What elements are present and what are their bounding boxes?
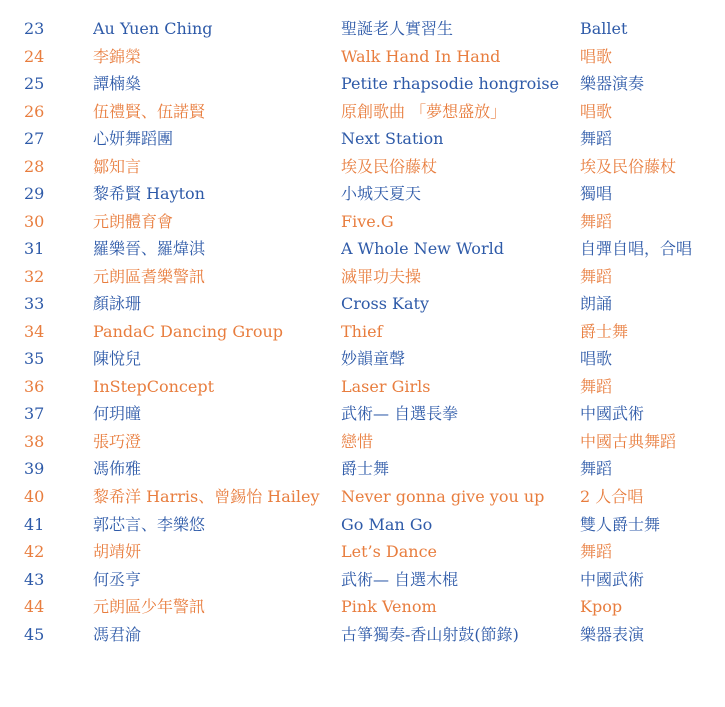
performer: 馮佈雅 [93,459,142,478]
performance-type: 唱歌 [580,349,613,368]
program-item: 戀惜 [341,431,374,451]
performance-type: 舞蹈 [580,459,613,478]
performer: 馮君渝 [93,624,142,644]
performer: 元朗區耆樂警訊 [93,266,206,286]
row-number: 36 [24,376,45,396]
row-number: 29 [24,184,45,203]
performer: 何丞亨 [93,569,142,589]
table-row [0,400,720,428]
program-item: Pink Venom [341,597,437,616]
performance-type: 自彈自唱，合唱 [580,239,693,258]
performer: 黎希洋 Harris、曾錫怡 Hailey [93,486,320,506]
performance-type: 中國武術 [580,404,645,423]
row-number: 24 [24,46,45,66]
performance-type: 唱歌 [580,46,613,66]
row-number: 45 [24,624,45,644]
row-number: 31 [24,239,45,258]
row-number: 35 [24,349,45,368]
performance-type: Ballet [580,19,628,38]
performer: 元朗體育會 [93,211,174,231]
performer: 羅樂晉、羅煒淇 [93,239,206,258]
row-number: 41 [24,514,45,534]
performance-type: 舞蹈 [580,266,613,286]
table-row [0,318,720,346]
program-item: Petite rhapsodie hongroise [341,74,560,93]
program-item: 武術— 自選長拳 [341,404,459,423]
table-row [0,511,720,539]
table-row [0,345,720,373]
table-row [0,566,720,594]
table-row [0,70,720,98]
row-number: 25 [24,74,45,93]
row-number: 23 [24,19,45,38]
program-item: A Whole New World [341,239,504,258]
performer: 心妍舞蹈團 [93,129,174,148]
table-row [0,483,720,511]
performance-type: 舞蹈 [580,129,613,148]
row-number: 44 [24,597,45,616]
table-row [0,208,720,236]
performance-type: 樂器演奏 [580,74,645,93]
performance-type: 舞蹈 [580,211,613,231]
performer: 張巧澄 [93,431,142,451]
performance-type: 埃及民俗藤杖 [580,156,677,176]
performer: 李錦榮 [93,46,142,66]
row-number: 33 [24,294,45,313]
program-item: 原創歌曲 「夢想盛放」 [341,101,507,121]
program-item: 爵士舞 [341,459,390,478]
program-item: Go Man Go [341,514,433,534]
row-number: 37 [24,404,45,423]
program-item: Next Station [341,129,444,148]
program-item: 聖誕老人實習生 [341,19,454,38]
program-item: 小城天夏天 [341,184,422,203]
table-row [0,593,720,621]
table-row [0,621,720,649]
table-row [0,428,720,456]
row-number: 42 [24,542,45,561]
performer: 郭芯言、李樂悠 [93,514,206,534]
performer: 鄒知言 [93,156,142,176]
performance-type: 中國武術 [580,569,645,589]
table-row [0,15,720,43]
row-number: 27 [24,129,45,148]
row-number: 40 [24,486,45,506]
program-table [0,15,720,648]
performance-type: 獨唱 [580,184,613,203]
table-row [0,373,720,401]
program-item: Cross Katy [341,294,429,313]
table-row [0,455,720,483]
row-number: 32 [24,266,45,286]
table-row [0,98,720,126]
table-row [0,538,720,566]
program-item: Walk Hand In Hand [341,46,501,66]
row-number: 43 [24,569,45,589]
program-item: 古箏獨奏-香山射鼓(節錄) [341,624,519,644]
table-row [0,263,720,291]
row-number: 26 [24,101,45,121]
performance-type: 舞蹈 [580,376,613,396]
performer: PandaC Dancing Group [93,321,283,341]
program-item: Laser Girls [341,376,431,396]
program-item: Let’s Dance [341,542,438,561]
performer: 何玥曈 [93,404,142,423]
performer: Au Yuen Ching [93,19,213,38]
table-row [0,235,720,263]
performance-type: 唱歌 [580,101,613,121]
row-number: 39 [24,459,45,478]
performer: 伍禮賢、伍諾賢 [93,101,206,121]
row-number: 38 [24,431,45,451]
program-item: 埃及民俗藤杖 [341,156,438,176]
performance-type: 朗誦 [580,294,613,313]
performer: 陳悅兒 [93,349,142,368]
row-number: 28 [24,156,45,176]
performance-type: 2 人合唱 [580,486,644,506]
program-item: Five.G [341,211,394,231]
program-item: 妙韻童聲 [341,349,406,368]
program-item: Never gonna give you up [341,486,545,506]
performance-type: 樂器表演 [580,624,645,644]
program-item: 武術— 自選木棍 [341,569,459,589]
performer: InStepConcept [93,376,215,396]
performer: 元朗區少年警訊 [93,597,206,616]
row-number: 34 [24,321,45,341]
performance-type: 爵士舞 [580,321,629,341]
performance-type: 中國古典舞蹈 [580,431,677,451]
performer: 黎希賢 Hayton [93,184,205,203]
performer: 顏詠珊 [93,294,142,313]
performer: 胡靖妍 [93,542,142,561]
program-item: Thief [341,321,383,341]
row-number: 30 [24,211,45,231]
table-row [0,290,720,318]
performance-type: 舞蹈 [580,542,613,561]
performer: 譚楠燊 [93,74,142,93]
program-item: 滅罪功夫操 [341,266,422,286]
table-row [0,180,720,208]
table-row [0,153,720,181]
performance-type: Kpop [580,597,623,616]
table-row [0,43,720,71]
table-row [0,125,720,153]
performance-type: 雙人爵士舞 [580,514,661,534]
